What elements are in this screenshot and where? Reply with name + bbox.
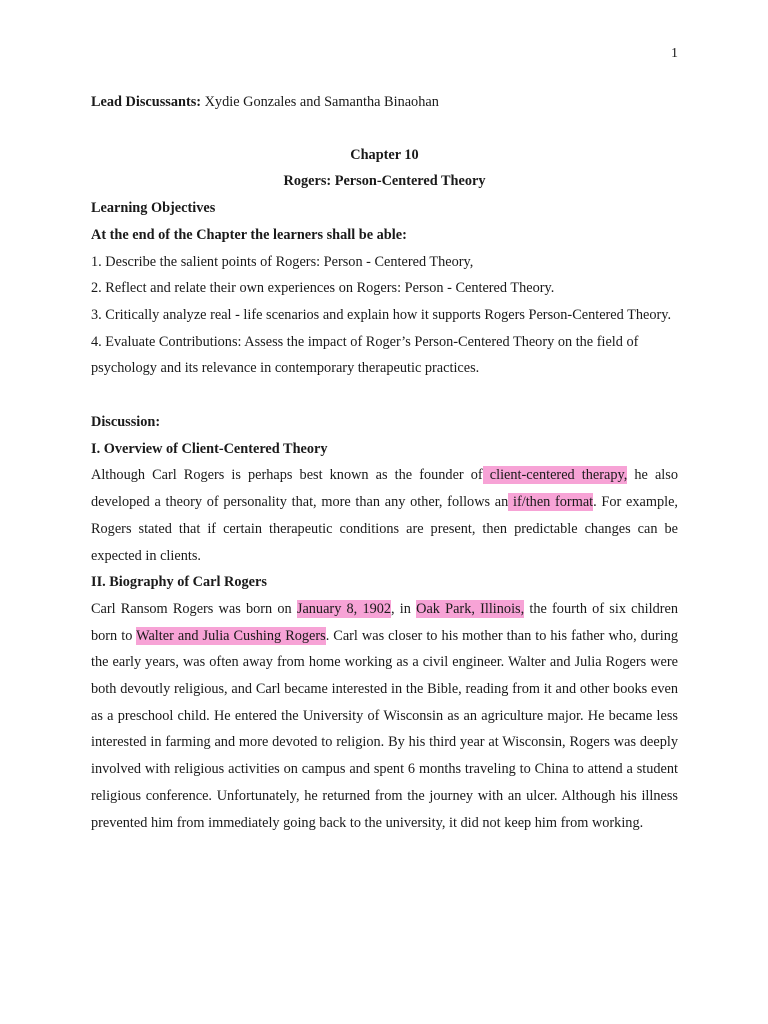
lead-discussants-label: Lead Discussants: (91, 94, 202, 110)
lead-discussants-line (91, 89, 678, 116)
page-number: 1 (671, 46, 678, 61)
document-body (91, 89, 678, 836)
highlight-parents: Walter and Julia Cushing Rogers (136, 627, 326, 644)
objective-item-3: 3. Critically analyze real - life scenarios and explain how it supports Rogers Person-Centered Theory. (91, 306, 672, 323)
chapter-number: Chapter 10 (350, 146, 419, 163)
paragraph-text: the fourth of six children born to (91, 600, 678, 644)
paragraph-text: , in (391, 600, 417, 617)
objective-item-4: 4. Evaluate Contributions: Assess the impact of Roger’s Person-Centered Theory on the field of psychology and its relevance in contemporary therapeutic practices. (91, 333, 639, 377)
lead-discussants-names: Xydie Gonzales and Samantha Binaohan (201, 94, 439, 110)
paragraph-text: . For example, Rogers stated that if certain therapeutic conditions are present, then predictable changes can be expected in clients. (91, 494, 678, 564)
objective-item-1: 1. Describe the salient points of Rogers: Person - Centered Theory, (91, 253, 474, 270)
discussion-heading: Discussion: (91, 414, 161, 431)
learning-objectives-intro: At the end of the Chapter the learners shall be able: (91, 226, 407, 243)
section-2-heading: II. Biography of Carl Rogers (91, 574, 267, 591)
section-2-paragraph (91, 596, 678, 836)
objective-item-2: 2. Reflect and relate their own experiences on Rogers: Person - Centered Theory. (91, 280, 555, 297)
highlight-birth-place: Oak Park, Illinois, (416, 600, 525, 617)
chapter-title: Rogers: Person-Centered Theory (283, 173, 486, 190)
section-1-paragraph (91, 462, 678, 569)
highlight-if-then-format: if/then format (508, 494, 594, 511)
paragraph-text: Although Carl Rogers is perhaps best known as the founder of (91, 467, 483, 484)
highlight-birth-date: January 8, 1902 (296, 600, 392, 617)
learning-objectives-heading: Learning Objectives (91, 200, 216, 217)
highlight-client-centered-therapy: client-centered therapy, (482, 467, 628, 484)
paragraph-text: he also developed a theory of personality that, more than any other, follows an (91, 467, 678, 511)
paragraph-text: . Carl was closer to his mother than to his father who, during the early years, was often away from home working as a civil engineer. Walter and Julia Rogers were both devoutly religious, and Carl became interested in the Bible, reading from it and other books even as a preschool child. He entered the University of Wisconsin as an agriculture major. He became less interested in farming and more devoted to religion. By his third year at Wisconsin, Rogers was deeply involved with religious activities on campus and spent 6 months traveling to China to attend a student religious conference. Unfortunately, he returned from the journey with an ulcer. Although his illness prevented him from immediately going back to the university, it did not keep him from working. (91, 627, 678, 831)
section-1-heading: I. Overview of Client-Centered Theory (91, 440, 328, 457)
paragraph-text: Carl Ransom Rogers was born on (91, 600, 297, 617)
